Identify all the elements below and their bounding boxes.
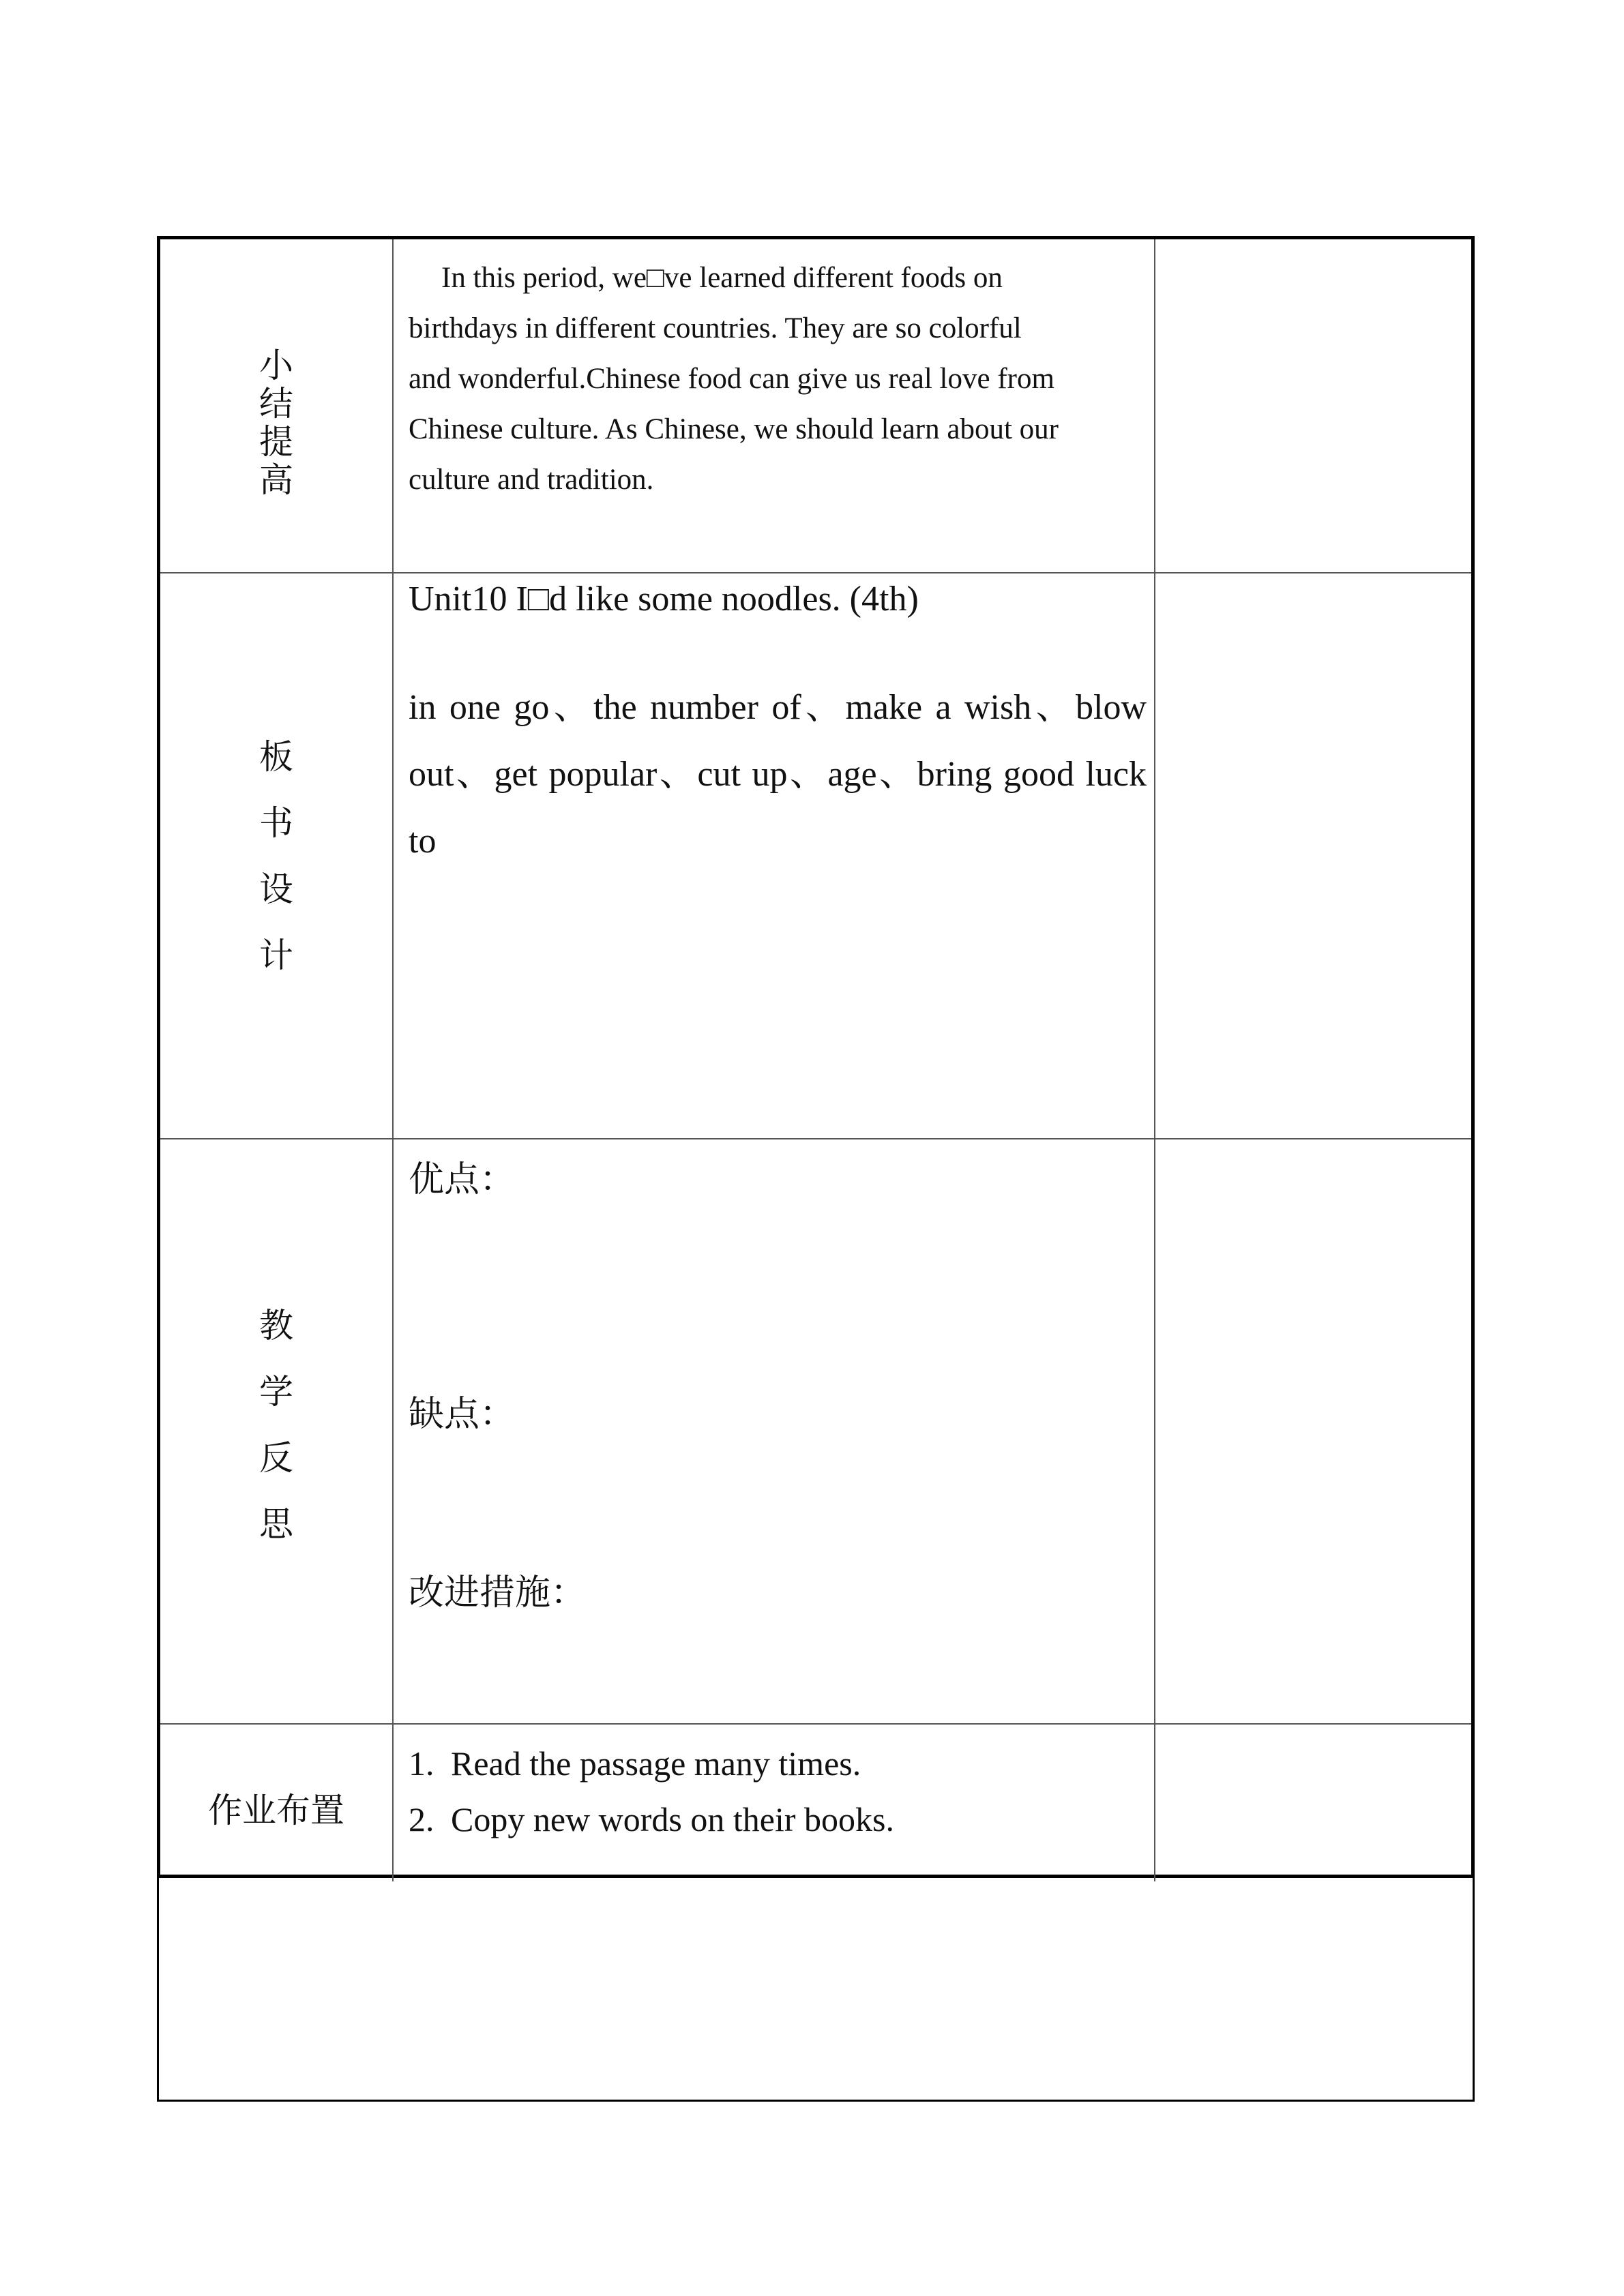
summary-line: In this period, we□ve learned different foods on	[441, 262, 1003, 294]
summary-content-cell	[394, 239, 1155, 572]
board-label-char: 设	[259, 869, 293, 909]
homework-notes-cell	[1155, 1725, 1471, 1881]
summary-text	[409, 253, 1152, 505]
homework-row	[160, 1725, 1471, 1881]
homework-item-text: Copy new words on their books.	[451, 1800, 894, 1838]
improvements-label: 改进措施：	[409, 1572, 587, 1613]
summary-label-char: 提	[259, 422, 293, 462]
homework-item-text: Read the passage many times.	[451, 1744, 861, 1783]
blank-notes-box	[157, 1877, 1475, 2102]
board-label-char: 板	[259, 737, 293, 777]
homework-item-number: 2.	[409, 1800, 434, 1838]
reflection-label-cell	[160, 1139, 394, 1723]
summary-label	[160, 346, 392, 499]
summary-line: Chinese culture. As Chinese, we should learn about our	[409, 413, 1059, 445]
summary-label-char: 小	[259, 346, 293, 385]
board-title: Unit10 I□d like some noodles. (4th)	[409, 580, 919, 618]
reflection-row	[160, 1139, 1471, 1725]
weaknesses-label: 缺点：	[409, 1394, 516, 1435]
homework-label-cell	[160, 1725, 394, 1881]
strengths-label: 优点：	[409, 1159, 516, 1200]
reflection-label-char: 思	[259, 1504, 293, 1544]
board-row	[160, 573, 1471, 1139]
board-label-char: 书	[259, 803, 293, 843]
reflection-label-char: 教	[259, 1306, 293, 1345]
board-phrases: in one go、the number of、make a wish、blow out、get popular、cut up、age、bring good luck to	[409, 688, 1147, 861]
reflection-content-cell	[394, 1139, 1155, 1723]
homework-item-number: 1.	[409, 1744, 434, 1783]
summary-label-cell	[160, 239, 394, 572]
summary-line: culture and tradition.	[409, 464, 654, 496]
reflection-label-char: 学	[259, 1372, 293, 1412]
summary-notes-cell	[1155, 239, 1471, 572]
summary-line: and wonderful.Chinese food can give us real love from	[409, 363, 1054, 395]
reflection-label-char: 反	[259, 1438, 293, 1478]
summary-row	[160, 239, 1471, 573]
homework-list	[409, 1735, 894, 1847]
board-notes-cell	[1155, 573, 1471, 1138]
summary-label-char: 结	[259, 384, 293, 423]
homework-label: 作业布置	[208, 1791, 344, 1830]
board-content-cell	[394, 573, 1155, 1138]
reflection-notes-cell	[1155, 1139, 1471, 1723]
homework-item	[409, 1791, 894, 1847]
board-label-char: 计	[259, 936, 293, 975]
homework-content-cell	[394, 1725, 1155, 1881]
lesson-plan-table	[157, 236, 1475, 1878]
summary-label-char: 高	[259, 460, 293, 500]
summary-line: birthdays in different countries. They are so colorful	[409, 312, 1022, 344]
reflection-label	[160, 1293, 392, 1557]
board-label	[160, 724, 392, 989]
homework-item	[409, 1735, 894, 1791]
board-label-cell	[160, 573, 394, 1138]
